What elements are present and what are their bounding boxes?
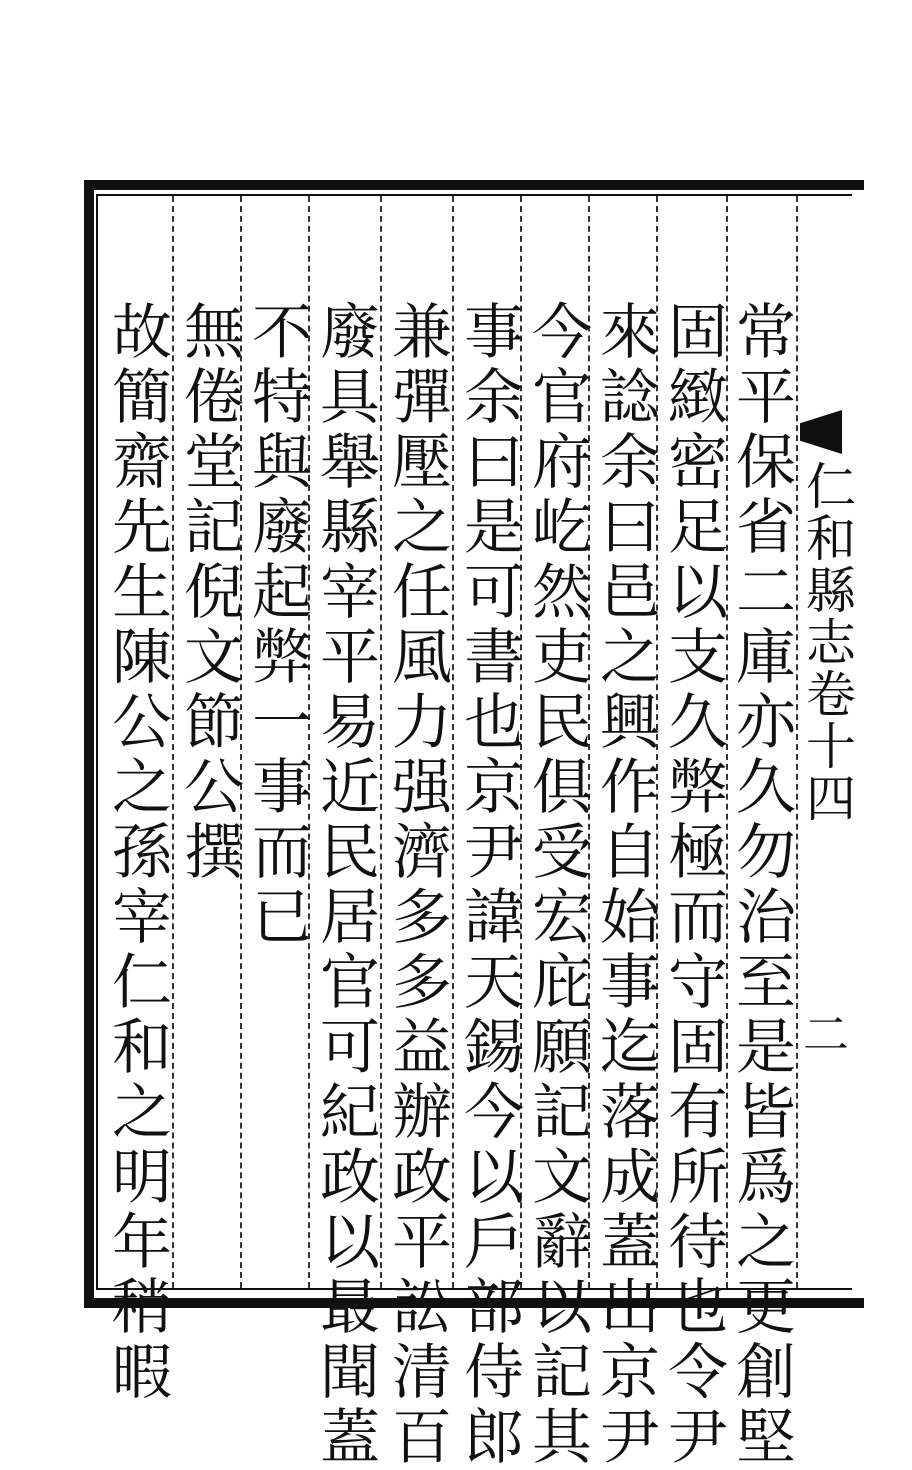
text-column: 兼彈壓之任風力强濟多多益辦政平訟清百 <box>382 300 452 1470</box>
text-column: 廢具舉縣宰平易近民居官可紀政以最聞蓋 <box>310 300 380 1470</box>
page-number: 二 <box>796 1010 850 1056</box>
text-column: 故簡齋先生陳公之孫宰仁和之明年稍暇 <box>102 300 172 1405</box>
margin-title: 仁和縣志卷十四 <box>798 460 856 824</box>
text-column: 固緻密足以支久弊極而守固有所待也令尹 <box>658 300 728 1470</box>
text-column: 不特與廢起弊一事而已 <box>242 300 312 950</box>
text-column: 來諗余曰邑之興作自始事迄落成蓋出京尹 <box>590 300 660 1470</box>
text-column: 今官府屹然吏民俱受宏庇願記文辭以記其 <box>522 300 592 1470</box>
text-column: 無倦堂記倪文節公撰 <box>174 300 244 885</box>
text-column: 事余曰是可書也京尹諱天錫今以戶部侍郎 <box>454 300 524 1470</box>
text-column: 常平保省二庫亦久勿治至是皆爲之更創堅 <box>726 300 796 1470</box>
